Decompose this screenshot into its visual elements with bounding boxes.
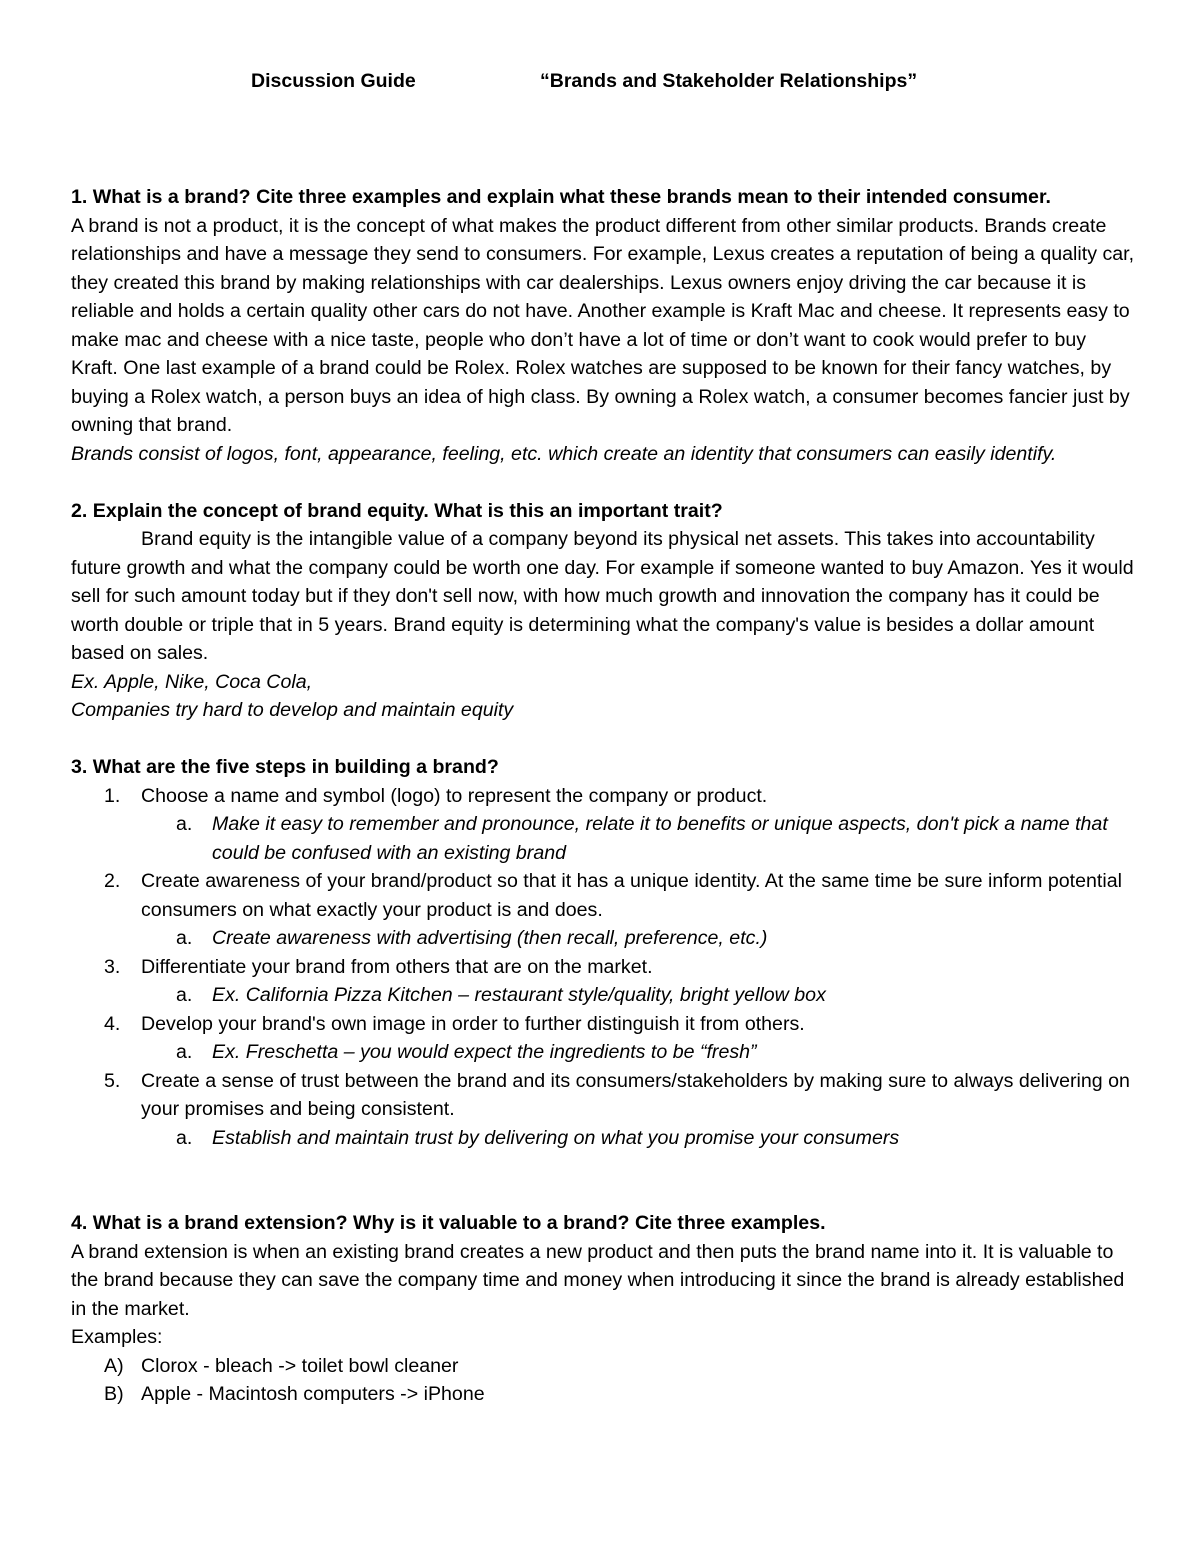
question-1-title: 1. What is a brand? Cite three examples and explain what these brands mean to their intended consumer. (71, 186, 1051, 208)
question-2-note-examples: Ex. Apple, Nike, Coca Cola, (71, 670, 313, 693)
step-text: Choose a name and symbol (logo) to represent the company or product. (141, 784, 768, 807)
example-text: Apple - Macintosh computers -> iPhone (141, 1383, 485, 1405)
question-4-title: 4. What is a brand extension? Why is it valuable to a brand? Cite three examples. (71, 1212, 826, 1234)
list-item (71, 1124, 1136, 1153)
question-4-answer: A brand extension is when an existing brand creates a new product and then puts the brand name into it. It is valuable to the brand because they can save the company time and money when introducing it since the brand is already established in the market. (71, 1240, 1125, 1320)
question-1-note: Brands consist of logos, font, appearance, feeling, etc. which create an identity that consumers can easily identify. (71, 442, 1057, 465)
step-text: Create awareness of your brand/product so that it has a unique identity. At the same time be sure inform potential consumers on what exactly your product is and does. (141, 870, 1122, 921)
sub-letter: a. (176, 813, 193, 835)
document-body (71, 183, 1136, 1409)
example-letter: B) (104, 1383, 124, 1405)
list-item (71, 924, 1136, 953)
question-3 (71, 753, 1136, 1152)
example-text: Clorox - bleach -> toilet bowl cleaner (141, 1354, 459, 1377)
question-4 (71, 1209, 1136, 1409)
question-3-title: 3. What are the five steps in building a brand? (71, 756, 499, 778)
step-text: Create a sense of trust between the brand and its consumers/stakeholders by making sure to always delivering on your promises and being consistent. (141, 1069, 1130, 1120)
steps-list (71, 782, 1136, 1153)
list-item (71, 1380, 1136, 1409)
sub-letter: a. (176, 984, 193, 1006)
list-item (71, 810, 1136, 867)
step-number: 1. (104, 784, 121, 807)
example-letter: A) (104, 1354, 124, 1377)
question-2-title: 2. Explain the concept of brand equity. What is this an important trait? (71, 499, 723, 522)
sub-text: Ex. Freschetta – you would expect the ingredients to be “fresh” (212, 1041, 757, 1063)
question-2-answer: Brand equity is the intangible value of a company beyond its physical net assets. This takes into accountability future growth and what the company could be worth one day. For example if someone wanted to buy Amazon. Yes it would sell for such amount today but if they don't sell now, with how much growth and innovation the company has it could be worth double or triple that in 5 years. Brand equity is determining what the company's value is besides a dollar amount based on sales. (71, 528, 1134, 664)
examples-list (71, 1352, 1136, 1409)
sub-text: Create awareness with advertising (then recall, preference, etc.) (212, 927, 768, 949)
step-text: Differentiate your brand from others that are on the market. (141, 955, 653, 978)
list-item (71, 867, 1136, 924)
question-2 (71, 497, 1136, 725)
examples-label: Examples: (71, 1326, 163, 1348)
question-2-note: Companies try hard to develop and maintain equity (71, 699, 514, 721)
sub-letter: a. (176, 927, 193, 949)
list-item (71, 1352, 1136, 1381)
list-item (71, 981, 1136, 1010)
sub-letter: a. (176, 1126, 193, 1149)
question-1 (71, 183, 1136, 468)
list-item (71, 1038, 1136, 1067)
header-subtitle: “Brands and Stakeholder Relationships” (540, 70, 918, 92)
sub-letter: a. (176, 1041, 193, 1063)
step-number: 2. (104, 870, 121, 892)
list-item (71, 953, 1136, 982)
list-item (71, 782, 1136, 811)
step-text: Develop your brand's own image in order to further distinguish it from others. (141, 1012, 805, 1035)
step-number: 4. (104, 1012, 121, 1035)
step-number: 3. (104, 955, 121, 978)
sub-text: Establish and maintain trust by delivering on what you promise your consumers (212, 1126, 900, 1149)
sub-text: Make it easy to remember and pronounce, relate it to benefits or unique aspects, don't pick a name that could be confused with an existing brand (212, 813, 1108, 864)
step-number: 5. (104, 1069, 121, 1092)
question-1-answer: A brand is not a product, it is the concept of what makes the product different from other similar products. Brands create relationships and have a message they send to consumers. For example, Lexus creates a reputation of being a quality car, they created this brand by making relationships with car dealerships. Lexus owners enjoy driving the car because it is reliable and holds a certain quality other cars do not have. Another example is Kraft Mac and cheese. It represents easy to make mac and cheese with a nice taste, people who don’t have a lot of time or don’t want to cook would prefer to buy Kraft. One last example of a brand could be Rolex. Rolex watches are supposed to be known for their fancy watches, by buying a Rolex watch, a person buys an idea of high class. By owning a Rolex watch, a consumer becomes fancier just by owning that brand. (71, 214, 1135, 436)
header-title: Discussion Guide (251, 70, 416, 92)
list-item (71, 1010, 1136, 1039)
document-header (0, 70, 1200, 100)
list-item (71, 1067, 1136, 1124)
sub-text: Ex. California Pizza Kitchen – restaurant style/quality, bright yellow box (212, 984, 826, 1006)
